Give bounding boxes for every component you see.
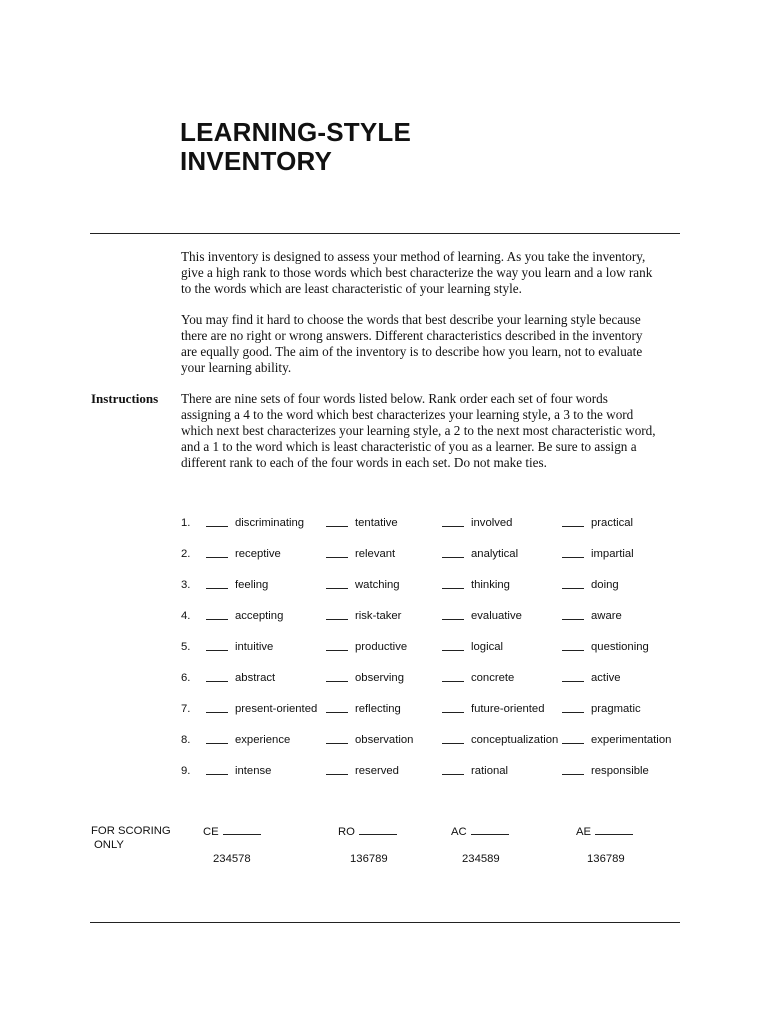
word-option: doing	[591, 579, 619, 591]
text-line: are equally good. The aim of the inventory is to describe how you learn, not to evaluate	[181, 344, 643, 359]
word-option: risk-taker	[355, 610, 402, 622]
word-option: questioning	[591, 641, 649, 653]
word-option: observing	[355, 672, 404, 684]
rank-blank[interactable]	[562, 763, 584, 775]
rank-blank[interactable]	[206, 732, 228, 744]
word-option: aware	[591, 610, 622, 622]
word-option: present-oriented	[235, 703, 318, 715]
rank-blank[interactable]	[442, 670, 464, 682]
score-field-ro	[338, 824, 397, 839]
word-option: reserved	[355, 765, 399, 777]
rank-blank[interactable]	[442, 546, 464, 558]
word-set-row	[0, 763, 768, 779]
rank-blank[interactable]	[206, 670, 228, 682]
rank-blank[interactable]	[326, 608, 348, 620]
word-set-row	[0, 608, 768, 624]
score-digits: 234578	[213, 853, 251, 865]
word-option: logical	[471, 641, 504, 653]
rank-blank[interactable]	[442, 515, 464, 527]
rank-blank[interactable]	[442, 639, 464, 651]
word-option: productive	[355, 641, 408, 653]
text-line: This inventory is designed to assess your method of learning. As you take the inventory,	[181, 249, 646, 264]
word-option: receptive	[235, 548, 281, 560]
scoring-label-line-2: ONLY	[94, 839, 124, 851]
rank-blank[interactable]	[562, 577, 584, 589]
text-line: and a 1 to the word which is least characteristic of you as a learner. Be sure to assign a	[181, 439, 637, 454]
score-field-ae	[576, 824, 633, 839]
top-divider	[90, 233, 680, 234]
word-option: pragmatic	[591, 703, 641, 715]
text-line: give a high rank to those words which best characterize the way you learn and a low rank	[181, 265, 653, 280]
bottom-divider	[90, 922, 680, 923]
word-option: concrete	[471, 672, 515, 684]
rank-blank[interactable]	[326, 701, 348, 713]
word-option: conceptualization	[471, 734, 559, 746]
rank-blank[interactable]	[326, 639, 348, 651]
score-code: RO	[338, 826, 355, 838]
word-option: feeling	[235, 579, 269, 591]
text-line: different rank to each of the four words in each set. Do not make ties.	[181, 455, 547, 470]
word-option: practical	[591, 517, 634, 529]
word-option: abstract	[235, 672, 276, 684]
word-set-row	[0, 577, 768, 593]
set-number: 4.	[181, 610, 191, 622]
rank-blank[interactable]	[442, 763, 464, 775]
set-number: 5.	[181, 641, 191, 653]
intro-paragraph-1	[181, 249, 681, 297]
title-line-2: INVENTORY	[180, 146, 333, 176]
rank-blank[interactable]	[326, 515, 348, 527]
text-line: You may find it hard to choose the words that best describe your learning style because	[181, 312, 641, 327]
word-option: rational	[471, 765, 509, 777]
word-option: analytical	[471, 548, 519, 560]
rank-blank[interactable]	[206, 577, 228, 589]
rank-blank[interactable]	[442, 608, 464, 620]
rank-blank[interactable]	[442, 577, 464, 589]
word-option: experimentation	[591, 734, 672, 746]
rank-blank[interactable]	[562, 732, 584, 744]
word-set-row	[0, 546, 768, 562]
set-number: 3.	[181, 579, 191, 591]
rank-blank[interactable]	[326, 732, 348, 744]
rank-blank[interactable]	[206, 763, 228, 775]
score-digits: 136789	[350, 853, 388, 865]
word-set-row	[0, 701, 768, 717]
instructions-text	[181, 391, 681, 471]
score-blank[interactable]	[471, 824, 509, 835]
word-set-row	[0, 515, 768, 531]
page-title	[180, 118, 411, 176]
word-set-row	[0, 732, 768, 748]
score-blank[interactable]	[223, 824, 261, 835]
score-digits: 234589	[462, 853, 500, 865]
rank-blank[interactable]	[562, 608, 584, 620]
rank-blank[interactable]	[562, 701, 584, 713]
rank-blank[interactable]	[206, 639, 228, 651]
score-field-ac	[451, 824, 509, 839]
set-number: 6.	[181, 672, 191, 684]
set-number: 8.	[181, 734, 191, 746]
rank-blank[interactable]	[326, 763, 348, 775]
rank-blank[interactable]	[562, 546, 584, 558]
rank-blank[interactable]	[206, 515, 228, 527]
score-digits: 136789	[587, 853, 625, 865]
word-option: watching	[355, 579, 400, 591]
text-line: There are nine sets of four words listed below. Rank order each set of four words	[181, 391, 608, 406]
rank-blank[interactable]	[562, 515, 584, 527]
rank-blank[interactable]	[442, 732, 464, 744]
word-option: involved	[471, 517, 513, 529]
rank-blank[interactable]	[562, 639, 584, 651]
word-option: tentative	[355, 517, 398, 529]
set-number: 7.	[181, 703, 191, 715]
set-number: 2.	[181, 548, 191, 560]
rank-blank[interactable]	[562, 670, 584, 682]
word-option: intense	[235, 765, 272, 777]
rank-blank[interactable]	[206, 546, 228, 558]
score-blank[interactable]	[595, 824, 633, 835]
score-code: AC	[451, 826, 467, 838]
word-option: relevant	[355, 548, 396, 560]
intro-paragraph-2	[181, 312, 681, 376]
word-option: reflecting	[355, 703, 401, 715]
rank-blank[interactable]	[326, 546, 348, 558]
text-line: your learning ability.	[181, 360, 292, 375]
instructions-label: Instructions	[91, 391, 159, 406]
set-number: 9.	[181, 765, 191, 777]
scoring-label	[91, 824, 171, 852]
word-option: observation	[355, 734, 414, 746]
score-field-ce	[203, 824, 261, 839]
rank-blank[interactable]	[442, 701, 464, 713]
word-set-row	[0, 670, 768, 686]
text-line: assigning a 4 to the word which best characterizes your learning style, a 3 to the word	[181, 407, 634, 422]
word-option: evaluative	[471, 610, 522, 622]
rank-blank[interactable]	[326, 577, 348, 589]
rank-blank[interactable]	[326, 670, 348, 682]
word-option: responsible	[591, 765, 649, 777]
rank-blank[interactable]	[206, 701, 228, 713]
word-option: future-oriented	[471, 703, 545, 715]
word-option: experience	[235, 734, 291, 746]
score-blank[interactable]	[359, 824, 397, 835]
word-set-row	[0, 639, 768, 655]
word-option: active	[591, 672, 621, 684]
word-option: thinking	[471, 579, 510, 591]
rank-blank[interactable]	[206, 608, 228, 620]
word-option: intuitive	[235, 641, 274, 653]
score-code: AE	[576, 826, 592, 838]
text-line: there are no right or wrong answers. Different characteristics described in the inventory	[181, 328, 643, 343]
text-line: to the words which are least characteristic of your learning style.	[181, 281, 522, 296]
set-number: 1.	[181, 517, 191, 529]
text-line: which next best characterizes your learning style, a 2 to the next most characteristic word,	[181, 423, 656, 438]
title-line-1: LEARNING-STYLE	[180, 117, 412, 147]
scoring-label-line-1: FOR SCORING	[91, 825, 171, 837]
word-option: impartial	[591, 548, 634, 560]
word-option: accepting	[235, 610, 284, 622]
word-option: discriminating	[235, 517, 305, 529]
score-code: CE	[203, 826, 219, 838]
